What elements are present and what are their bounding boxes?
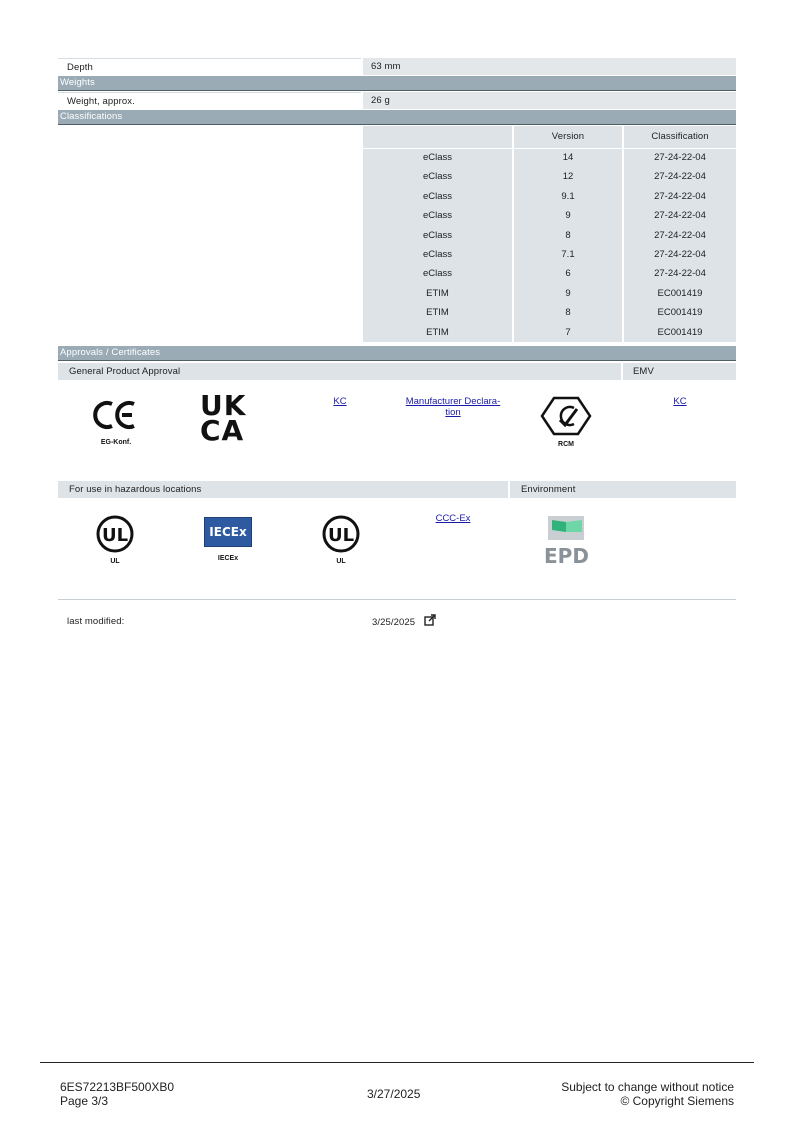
kc-link-emv[interactable]: KC — [673, 396, 687, 407]
footer-date: 3/27/2025 — [367, 1087, 421, 1101]
classification-code: 27-24-22-04 — [654, 152, 706, 163]
change-notice: Subject to change without notice — [561, 1080, 734, 1094]
table-header-divider — [363, 148, 736, 149]
classification-code: EC001419 — [657, 307, 703, 318]
classification-version: 8 — [565, 307, 571, 318]
epd-text: EPD — [544, 544, 589, 568]
hazardous-label: For use in hazardous locations — [69, 484, 202, 495]
classification-system: eClass — [422, 268, 453, 279]
kc-link-general[interactable]: KC — [333, 396, 347, 407]
classification-system: eClass — [422, 249, 453, 260]
classification-system: eClass — [422, 230, 453, 241]
classification-system: eClass — [422, 171, 453, 182]
classification-system: eClass — [422, 191, 453, 202]
manufacturer-link-line1[interactable]: Manufacturer Declara- — [405, 396, 501, 407]
classification-code: 27-24-22-04 — [654, 249, 706, 260]
weight-label: Weight, approx. — [67, 96, 135, 107]
classification-code: EC001419 — [657, 288, 703, 299]
depth-value: 63 mm — [371, 61, 401, 72]
weights-section-title: Weights — [60, 77, 95, 88]
ul-icon — [96, 515, 134, 553]
iecex-mark — [204, 517, 252, 563]
general-approval-label: General Product Approval — [69, 366, 181, 377]
external-link-icon[interactable] — [424, 613, 436, 625]
divider — [58, 599, 736, 600]
approvals-section-title: Approvals / Certificates — [60, 347, 161, 358]
classification-version: 6 — [565, 268, 571, 279]
copyright: © Copyright Siemens — [620, 1094, 734, 1108]
ul-mark-2 — [322, 515, 360, 563]
epd-mark — [544, 514, 589, 568]
classification-version: 9 — [565, 210, 571, 221]
svg-text:UL: UL — [327, 525, 355, 546]
classifications-section-header — [58, 110, 736, 125]
classification-system: eClass — [422, 210, 453, 221]
emv-label: EMV — [633, 366, 654, 377]
weights-section-header — [58, 76, 736, 91]
classification-system: ETIM — [426, 307, 449, 318]
manufacturer-declaration-link[interactable] — [398, 396, 508, 418]
classification-column-header: Classification — [651, 131, 709, 142]
environment-header — [510, 481, 736, 498]
classification-code: 27-24-22-04 — [654, 191, 706, 202]
classification-code: 27-24-22-04 — [654, 268, 706, 279]
svg-text:UL: UL — [101, 525, 129, 546]
rcm-mark — [540, 396, 592, 448]
environment-label: Environment — [521, 484, 576, 495]
classification-version: 7.1 — [561, 249, 575, 260]
classification-system: eClass — [422, 152, 453, 163]
footer-divider — [40, 1062, 754, 1063]
weight-row — [58, 92, 736, 109]
epd-leaf-icon — [544, 514, 588, 540]
hazardous-header — [58, 481, 508, 498]
ul-mark-1 — [96, 515, 134, 563]
rcm-caption: RCM — [558, 441, 574, 448]
ul-caption-1: UL — [110, 558, 120, 565]
depth-row — [58, 58, 736, 75]
classification-system: ETIM — [426, 288, 449, 299]
ce-icon — [88, 398, 144, 432]
iecex-caption: IECEx — [217, 555, 239, 562]
iecex-logo: IECEx — [204, 517, 252, 547]
classification-version: 9 — [565, 288, 571, 299]
manufacturer-link-line2[interactable]: tion — [445, 407, 461, 418]
ccc-ex-link[interactable]: CCC-Ex — [435, 513, 471, 524]
emv-header — [623, 363, 736, 380]
ukca-bottom-text: CA — [200, 414, 245, 447]
ukca-top-text: UK — [200, 389, 247, 422]
classification-version: 12 — [562, 171, 574, 182]
general-approval-header — [58, 363, 621, 380]
ul-icon — [322, 515, 360, 553]
classification-version: 9.1 — [561, 191, 575, 202]
ce-caption: EG-Konf. — [100, 439, 132, 446]
ul-caption-2: UL — [336, 558, 346, 565]
last-modified-value: 3/25/2025 — [372, 617, 416, 628]
last-modified-label: last modified: — [67, 616, 125, 627]
article-number: 6ES72213BF500XB0 — [60, 1080, 175, 1094]
classification-version: 14 — [562, 152, 574, 163]
page-number: Page 3/3 — [60, 1094, 109, 1108]
ce-mark — [88, 398, 144, 446]
classification-code: EC001419 — [657, 327, 703, 338]
classification-version: 8 — [565, 230, 571, 241]
approvals-section-header — [58, 346, 736, 361]
classification-code: 27-24-22-04 — [654, 230, 706, 241]
classification-system: ETIM — [426, 327, 449, 338]
classification-version: 7 — [565, 327, 571, 338]
rcm-icon — [540, 396, 592, 436]
classification-code: 27-24-22-04 — [654, 171, 706, 182]
weight-value: 26 g — [371, 95, 390, 106]
depth-label: Depth — [67, 62, 93, 73]
ukca-mark — [200, 389, 258, 449]
version-column-header: Version — [551, 131, 585, 142]
classifications-section-title: Classifications — [60, 111, 123, 122]
classification-code: 27-24-22-04 — [654, 210, 706, 221]
